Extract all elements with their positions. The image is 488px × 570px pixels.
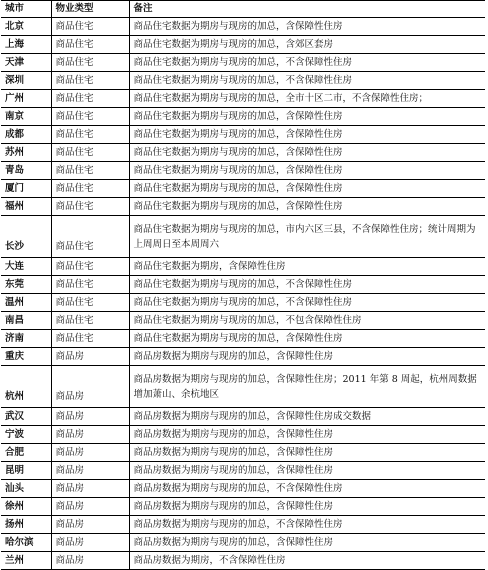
- note-cell: 商品房数据为期房与现房的加总，含保障性住房: [129, 348, 485, 366]
- property-type-cell: 商品住宅: [51, 126, 129, 144]
- property-type-cell: 商品房: [51, 552, 129, 570]
- table-row: [1, 552, 485, 570]
- city-cell: 杭州: [1, 366, 51, 408]
- note-cell: 商品住宅数据为期房与现房的加总，全市十区二市，不含保障性住房；: [129, 90, 485, 108]
- note-cell: 商品房数据为期房与现房的加总，含保障性住房: [129, 498, 485, 516]
- city-cell: 武汉: [1, 408, 51, 426]
- city-cell: 青岛: [1, 162, 51, 180]
- property-type-cell: 商品住宅: [51, 330, 129, 348]
- city-cell: 东莞: [1, 276, 51, 294]
- city-cell: 温州: [1, 294, 51, 312]
- header-note: 备注: [129, 1, 485, 18]
- table-row: [1, 534, 485, 552]
- property-type-cell: 商品住宅: [51, 108, 129, 126]
- table-row: [1, 330, 485, 348]
- note-cell: 商品住宅数据为期房与现房的加总，含保障性住房: [129, 18, 485, 36]
- property-type-cell: 商品住宅: [51, 312, 129, 330]
- city-cell: 成都: [1, 126, 51, 144]
- note-cell: 商品住宅数据为期房与现房的加总，含郊区套房: [129, 36, 485, 54]
- table-body: [1, 18, 485, 570]
- note-cell: 商品住宅数据为期房与现房的加总，不包含保障性住房: [129, 312, 485, 330]
- property-type-cell: 商品住宅: [51, 198, 129, 216]
- property-type-cell: 商品房: [51, 516, 129, 534]
- note-cell: 商品房数据为期房，不含保障性住房: [129, 552, 485, 570]
- city-cell: 厦门: [1, 180, 51, 198]
- table-row: [1, 198, 485, 216]
- header-property-type: 物业类型: [51, 1, 129, 18]
- property-type-cell: 商品住宅: [51, 72, 129, 90]
- table-row: [1, 276, 485, 294]
- city-cell: 苏州: [1, 144, 51, 162]
- note-cell: 商品住宅数据为期房与现房的加总，含保障性住房: [129, 144, 485, 162]
- note-cell: 商品住宅数据为期房与现房的加总，含保障性住房: [129, 180, 485, 198]
- table-row: [1, 498, 485, 516]
- note-cell: 商品住宅数据为期房，含保障性住房: [129, 258, 485, 276]
- note-cell: 商品住宅数据为期房与现房的加总，含保障性住房: [129, 330, 485, 348]
- city-cell: 天津: [1, 54, 51, 72]
- city-data-notes-table: [1, 0, 485, 570]
- city-cell: 福州: [1, 198, 51, 216]
- note-cell: 商品住宅数据为期房与现房的加总，含保障性住房: [129, 162, 485, 180]
- property-type-cell: 商品房: [51, 498, 129, 516]
- note-cell: 商品房数据为期房与现房的加总，含保障性住房: [129, 444, 485, 462]
- property-type-cell: 商品住宅: [51, 180, 129, 198]
- note-cell: 商品房数据为期房与现房的加总，含保障性住房: [129, 534, 485, 552]
- note-cell: 商品住宅数据为期房与现房的加总，不含保障性住房: [129, 276, 485, 294]
- city-cell: 徐州: [1, 498, 51, 516]
- table-row: [1, 294, 485, 312]
- note-cell: 商品房数据为期房与现房的加总，含保障性住房: [129, 462, 485, 480]
- note-cell: 商品房数据为期房与现房的加总，含保障性住房；2011 年第 8 周起，杭州周数据增加萧山、余杭地区: [129, 366, 485, 408]
- table-row: [1, 480, 485, 498]
- note-cell: 商品房数据为期房与现房的加总，不含保障性住房: [129, 516, 485, 534]
- city-cell: 南昌: [1, 312, 51, 330]
- note-cell: 商品住宅数据为期房与现房的加总，不含保障性住房: [129, 54, 485, 72]
- table-row: [1, 18, 485, 36]
- city-cell: 昆明: [1, 462, 51, 480]
- note-cell: 商品住宅数据为期房与现房的加总，含保障性住房: [129, 126, 485, 144]
- note-cell: 商品房数据为期房与现房的加总，不含保障性住房: [129, 480, 485, 498]
- city-cell: 上海: [1, 36, 51, 54]
- city-cell: 重庆: [1, 348, 51, 366]
- table-row: [1, 72, 485, 90]
- city-cell: 济南: [1, 330, 51, 348]
- property-type-cell: 商品住宅: [51, 162, 129, 180]
- city-cell: 合肥: [1, 444, 51, 462]
- property-type-cell: 商品房: [51, 426, 129, 444]
- note-cell: 商品房数据为期房与现房的加总，含保障性住房: [129, 426, 485, 444]
- city-cell: 南京: [1, 108, 51, 126]
- city-cell: 哈尔滨: [1, 534, 51, 552]
- city-cell: 汕头: [1, 480, 51, 498]
- table-row: [1, 408, 485, 426]
- property-type-cell: 商品住宅: [51, 18, 129, 36]
- property-type-cell: 商品住宅: [51, 276, 129, 294]
- property-type-cell: 商品房: [51, 348, 129, 366]
- table-row: [1, 126, 485, 144]
- note-cell: 商品住宅数据为期房与现房的加总，含保障性住房: [129, 198, 485, 216]
- property-type-cell: 商品房: [51, 408, 129, 426]
- table-row: [1, 162, 485, 180]
- city-cell: 宁波: [1, 426, 51, 444]
- city-cell: 兰州: [1, 552, 51, 570]
- table-row: [1, 516, 485, 534]
- property-type-cell: 商品房: [51, 534, 129, 552]
- note-cell: 商品住宅数据为期房与现房的加总，市内六区三县，不含保障性住房；统计周期为上周周日至本周周六: [129, 216, 485, 258]
- city-cell: 北京: [1, 18, 51, 36]
- property-type-cell: 商品住宅: [51, 258, 129, 276]
- table-row: [1, 108, 485, 126]
- city-cell: 大连: [1, 258, 51, 276]
- property-type-cell: 商品住宅: [51, 216, 129, 258]
- header-row: [1, 1, 485, 18]
- table-row: [1, 366, 485, 408]
- property-type-cell: 商品房: [51, 366, 129, 408]
- table-row: [1, 90, 485, 108]
- property-type-cell: 商品住宅: [51, 90, 129, 108]
- property-type-cell: 商品房: [51, 444, 129, 462]
- property-type-cell: 商品住宅: [51, 294, 129, 312]
- table-row: [1, 180, 485, 198]
- table-row: [1, 144, 485, 162]
- table-row: [1, 258, 485, 276]
- table-header: [1, 1, 485, 18]
- header-city: 城市: [1, 1, 51, 18]
- note-cell: 商品住宅数据为期房与现房的加总，不含保障性住房: [129, 294, 485, 312]
- property-type-cell: 商品住宅: [51, 54, 129, 72]
- property-type-cell: 商品住宅: [51, 36, 129, 54]
- city-cell: 深圳: [1, 72, 51, 90]
- table-row: [1, 444, 485, 462]
- property-type-cell: 商品住宅: [51, 144, 129, 162]
- note-cell: 商品住宅数据为期房与现房的加总，含保障性住房: [129, 108, 485, 126]
- property-type-cell: 商品房: [51, 480, 129, 498]
- table-row: [1, 312, 485, 330]
- table-row: [1, 348, 485, 366]
- table-row: [1, 36, 485, 54]
- note-cell: 商品房数据为期房与现房的加总，含保障性住房成交数据: [129, 408, 485, 426]
- city-cell: 长沙: [1, 216, 51, 258]
- note-cell: 商品住宅数据为期房与现房的加总，不含保障性住房: [129, 72, 485, 90]
- table-row: [1, 462, 485, 480]
- city-cell: 广州: [1, 90, 51, 108]
- table-row: [1, 216, 485, 258]
- table-row: [1, 54, 485, 72]
- table-row: [1, 426, 485, 444]
- property-type-cell: 商品房: [51, 462, 129, 480]
- city-cell: 扬州: [1, 516, 51, 534]
